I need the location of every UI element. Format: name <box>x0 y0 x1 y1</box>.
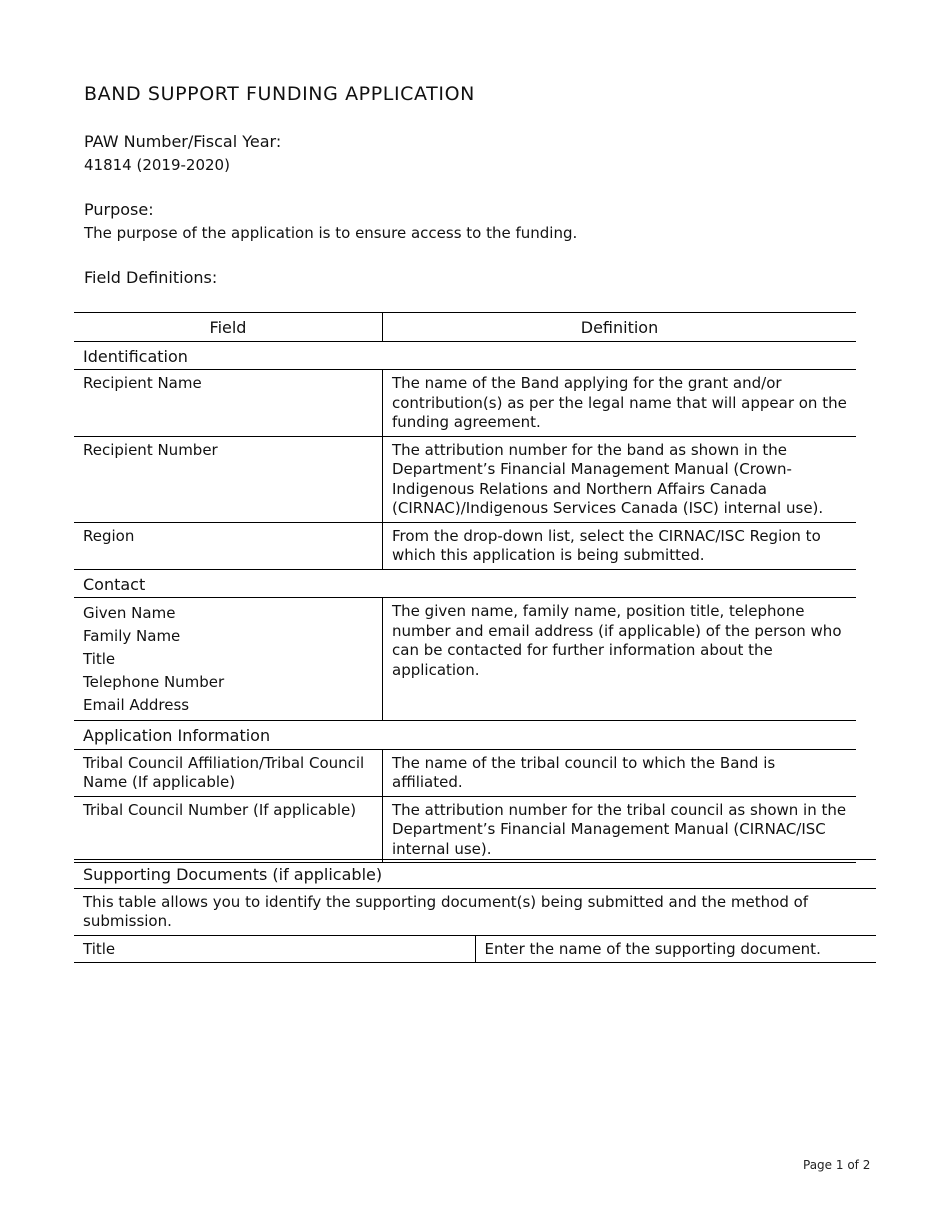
table-row <box>74 749 856 796</box>
definition-cell: The attribution number for the tribal council as shown in the Department’s Financial Management Manual (CIRNAC/ISC internal use). <box>383 796 857 863</box>
definition-cell: The name of the tribal council to which the Band is affiliated. <box>383 749 857 796</box>
table-header-row <box>74 313 856 342</box>
field-title: Title <box>83 650 116 668</box>
definition-cell: The attribution number for the band as shown in the Department’s Financial Management Manual (Crown-Indigenous Relations and Northern Affairs Canada (CIRNAC)/Indigenous Services Canada (ISC) internal use). <box>383 436 857 522</box>
table-row <box>74 436 856 522</box>
field-cell: Recipient Number <box>74 436 383 522</box>
definition-cell: From the drop-down list, select the CIRNAC/ISC Region to which this application is being submitted. <box>383 522 857 569</box>
purpose-label: Purpose: <box>84 200 154 219</box>
paw-value: 41814 (2019-2020) <box>84 156 230 174</box>
table-row <box>74 598 856 721</box>
field-cell: Tribal Council Number (If applicable) <box>74 796 383 863</box>
field-given-name: Given Name <box>83 604 176 622</box>
section-row-supporting-documents <box>74 860 876 889</box>
table-row <box>74 888 876 935</box>
field-cell-contact <box>74 598 383 721</box>
field-cell: Region <box>74 522 383 569</box>
definition-cell: The name of the Band applying for the grant and/or contribution(s) as per the legal name that will appear on the funding agreement. <box>383 370 857 437</box>
document-title: BAND SUPPORT FUNDING APPLICATION <box>84 83 475 105</box>
section-title-supporting-documents: Supporting Documents (if applicable) <box>74 860 876 889</box>
table-row <box>74 796 856 863</box>
field-telephone-number: Telephone Number <box>83 673 225 691</box>
page-number: Page 1 of 2 <box>803 1158 871 1172</box>
field-family-name: Family Name <box>83 627 181 645</box>
column-header-definition: Definition <box>383 313 857 342</box>
section-title-identification: Identification <box>74 341 856 370</box>
definition-cell: The given name, family name, position title, telephone number and email address (if applicable) of the person who can be contacted for further information about the application. <box>383 598 857 721</box>
section-row-contact <box>74 569 856 598</box>
field-cell: Recipient Name <box>74 370 383 437</box>
field-definitions-table <box>74 312 856 863</box>
table-row <box>74 522 856 569</box>
supporting-documents-table <box>74 859 876 963</box>
section-title-application-information: Application Information <box>74 721 856 750</box>
supporting-documents-description: This table allows you to identify the supporting document(s) being submitted and the method of submission. <box>74 888 876 935</box>
section-row-application-information <box>74 721 856 750</box>
field-cell: Title <box>74 935 475 963</box>
section-title-contact: Contact <box>74 569 856 598</box>
paw-label: PAW Number/Fiscal Year: <box>84 132 282 151</box>
definition-cell: Enter the name of the supporting document. <box>475 935 876 963</box>
field-cell: Tribal Council Affiliation/Tribal Council Name (If applicable) <box>74 749 383 796</box>
purpose-value: The purpose of the application is to ensure access to the funding. <box>84 224 578 242</box>
field-email-address: Email Address <box>83 696 190 714</box>
table-row <box>74 935 876 963</box>
column-header-field: Field <box>74 313 383 342</box>
field-definitions-label: Field Definitions: <box>84 268 218 287</box>
section-row-identification <box>74 341 856 370</box>
table-row <box>74 370 856 437</box>
